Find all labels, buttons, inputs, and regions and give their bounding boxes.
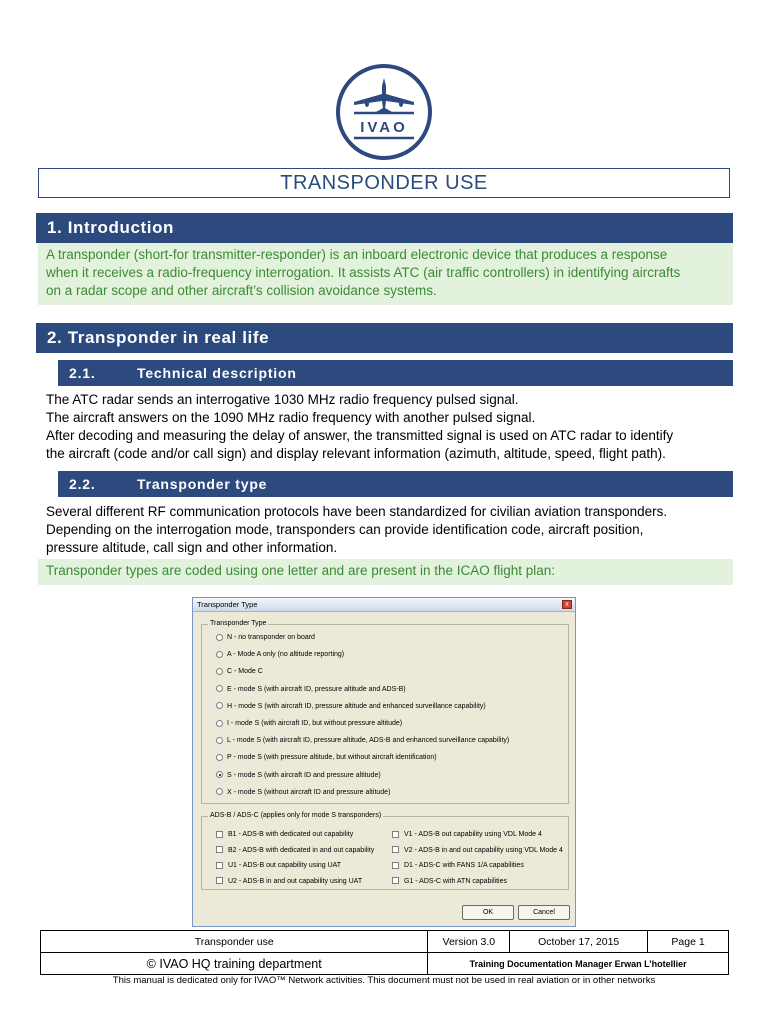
radio-option[interactable] (216, 788, 390, 798)
checkbox[interactable] (392, 877, 399, 884)
checkbox-label: B1 - ADS-B with dedicated out capability (228, 831, 354, 838)
subsection-number: 2.1. (69, 365, 96, 381)
option-code: A (227, 651, 232, 659)
technical-line: The aircraft answers on the 1090 MHz radio frequency with another pulsed signal. (46, 410, 536, 425)
dialog-titlebar (193, 598, 575, 612)
option-code: E (227, 685, 232, 693)
footer-page: Page 1 (648, 931, 729, 953)
section-heading-introduction: 1. Introduction (36, 213, 733, 243)
checkbox[interactable] (216, 862, 223, 869)
checkbox-option[interactable] (392, 846, 563, 856)
checkbox[interactable] (392, 862, 399, 869)
transponder-type-dialog (192, 597, 576, 927)
technical-line: After decoding and measuring the delay of answer, the transmitted signal is used on ATC radar to identify (46, 428, 674, 443)
type-line: Depending on the interrogation mode, transponders can provide identification code, aircraft position, (46, 522, 644, 537)
transponder-type-group (201, 620, 569, 804)
option-code: C (227, 668, 233, 676)
footer-version: Version 3.0 (428, 931, 510, 953)
radio-button[interactable] (216, 651, 223, 658)
type-line: Several different RF communication protocols have been standardized for civilian aviation transponders. (46, 504, 668, 519)
type-note: Transponder types are coded using one letter and are present in the ICAO flight plan: (38, 559, 733, 585)
option-label: - mode S (with aircraft ID, but without pressure altitude) (228, 720, 403, 727)
radio-button[interactable] (216, 634, 223, 641)
type-line: pressure altitude, call sign and other information. (46, 540, 338, 555)
option-label: - Mode A only (no altitude reporting) (231, 651, 345, 659)
cancel-button[interactable]: Cancel (518, 905, 570, 920)
checkbox-label: U1 - ADS-B out capability using UAT (228, 862, 342, 869)
close-icon[interactable]: x (562, 600, 572, 609)
option-code: S (227, 771, 232, 779)
radio-button[interactable] (216, 788, 223, 795)
logo-text: IVAO (360, 119, 408, 136)
radio-option[interactable] (216, 702, 486, 712)
checkbox-label: U2 - ADS-B in and out capability using UAT (228, 877, 363, 885)
radio-button[interactable] (216, 771, 223, 778)
footer-manager: Training Documentation Manager Erwan L’hotellier (428, 953, 729, 975)
radio-button[interactable] (216, 754, 223, 761)
option-label: - mode S (with aircraft ID, pressure altitude, ADS-B and enhanced surveillance capability) (230, 737, 510, 745)
radio-option[interactable] (216, 633, 315, 643)
technical-paragraph (46, 391, 736, 463)
ok-button[interactable]: OK (462, 905, 514, 920)
footer-note: This manual is dedicated only for IVAO™ Network activities. This document must not be used in real aviation or in other networks (112, 975, 656, 986)
option-label: - mode S (without aircraft ID and pressure altitude) (231, 788, 391, 796)
option-label: - no transponder on board (232, 634, 315, 641)
option-code: N (227, 634, 233, 641)
radio-button[interactable] (216, 668, 223, 675)
subsection-title: Transponder type (137, 476, 268, 492)
option-code: L (227, 737, 231, 745)
footer-table (40, 930, 729, 975)
intro-line: A transponder (short-for transmitter-responder) is an inboard electronic device that produces a response (46, 247, 668, 262)
radio-option[interactable] (216, 736, 509, 746)
checkbox-label: B2 - ADS-B with dedicated in and out capability (228, 846, 375, 854)
subsection-number: 2.2. (69, 476, 96, 492)
checkbox-label: G1 - ADS-C with ATN capabilities (404, 877, 507, 885)
option-code: X (227, 788, 232, 796)
subsection-heading-technical (58, 360, 733, 386)
checkbox[interactable] (392, 831, 399, 838)
option-label: - mode S (with pressure altitude, but without aircraft identification) (231, 754, 437, 762)
radio-option[interactable] (216, 719, 402, 729)
ivao-logo (334, 64, 434, 160)
intro-line: when it receives a radio-frequency interrogation. It assists ATC (air traffic controllers) in identifying aircrafts (46, 265, 681, 280)
checkbox-option[interactable] (216, 830, 353, 840)
radio-button[interactable] (216, 685, 223, 692)
checkbox[interactable] (392, 846, 399, 853)
adsb-group (201, 812, 569, 890)
technical-line: The ATC radar sends an interrogative 1030 MHz radio frequency pulsed signal. (46, 392, 519, 407)
checkbox[interactable] (216, 831, 223, 838)
group-label: Transponder Type (210, 620, 267, 627)
checkbox-option[interactable] (392, 861, 524, 871)
checkbox[interactable] (216, 846, 223, 853)
footer-doc-name: Transponder use (41, 931, 428, 953)
radio-option[interactable] (216, 771, 381, 781)
section-heading-real-life: 2. Transponder in real life (36, 323, 733, 353)
footer-department: © IVAO HQ training department (41, 953, 428, 975)
checkbox[interactable] (216, 877, 223, 884)
option-label: - mode S (with aircraft ID and pressure altitude) (231, 771, 381, 779)
checkbox-option[interactable] (392, 830, 542, 840)
checkbox-label: D1 - ADS-C with FANS 1/A capabilities (404, 862, 524, 869)
type-paragraph (46, 503, 736, 557)
radio-button[interactable] (216, 702, 223, 709)
option-label: - mode S (with aircraft ID, pressure altitude and enhanced surveillance capability) (232, 702, 486, 710)
radio-option[interactable] (216, 650, 344, 660)
option-label: - mode S (with aircraft ID, pressure altitude and ADS-B) (231, 685, 406, 693)
subsection-heading-type (58, 471, 733, 497)
subsection-title: Technical description (137, 365, 297, 381)
dialog-title: Transponder Type (197, 600, 258, 609)
option-code: H (227, 702, 233, 710)
radio-option[interactable] (216, 667, 263, 677)
radio-option[interactable] (216, 685, 406, 695)
checkbox-option[interactable] (216, 861, 341, 871)
checkbox-label: V1 - ADS-B out capability using VDL Mode 4 (404, 831, 542, 838)
checkbox-option[interactable] (216, 877, 362, 887)
option-label: - Mode C (232, 668, 263, 676)
radio-button[interactable] (216, 720, 223, 727)
radio-button[interactable] (216, 737, 223, 744)
checkbox-option[interactable] (392, 877, 507, 887)
option-code: P (227, 754, 232, 762)
document-title: TRANSPONDER USE (38, 168, 730, 198)
footer-date: October 17, 2015 (510, 931, 648, 953)
intro-line: on a radar scope and other aircraft’s collision avoidance systems. (46, 283, 437, 298)
radio-option[interactable] (216, 753, 437, 763)
technical-line: the aircraft (code and/or call sign) and display relevant information (azimuth, altitude, speed, flight path). (46, 446, 666, 461)
checkbox-label: V2 - ADS-B in and out capability using VDL Mode 4 (404, 846, 563, 854)
intro-paragraph (38, 243, 733, 305)
checkbox-option[interactable] (216, 846, 374, 856)
option-code: I (227, 720, 229, 727)
group-label: ADS-B / ADS-C (applies only for mode S transponders) (210, 812, 382, 819)
